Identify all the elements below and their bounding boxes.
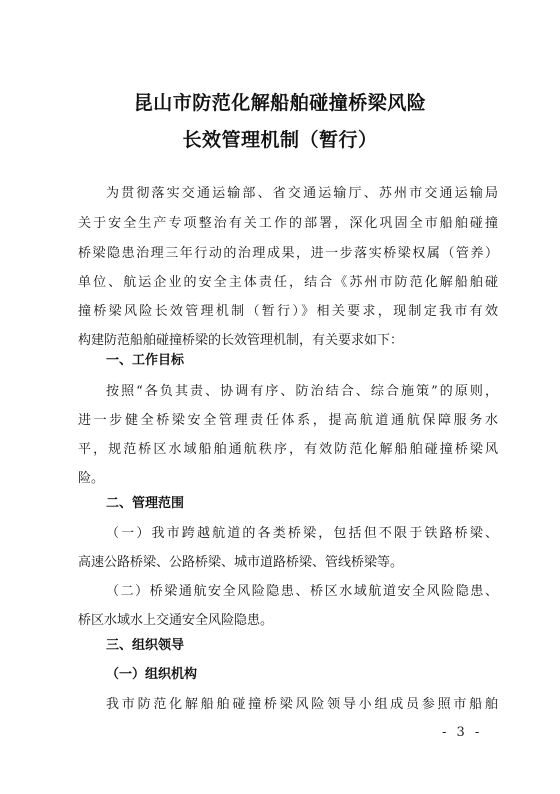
document-title-line-2: 长效管理机制（暂行）: [182, 129, 378, 151]
section-heading-goals: 一、工作目标: [106, 353, 185, 368]
intro-line-1: 为贯彻落实交通运输部、省交通运输厅、苏州市交通运输局: [106, 186, 498, 201]
section1-line-4: 险。: [78, 471, 105, 486]
section2-line-1: （一）我市跨越航道的各类桥梁，包括但不限于铁路桥梁、: [106, 526, 498, 541]
section1-line-2: 进一步健全桥梁安全管理责任体系，提高航道通航保障服务水: [78, 413, 498, 428]
document-title-line-1: 昆山市防范化解船舶碰撞桥梁风险: [133, 92, 427, 114]
intro-line-2: 关于安全生产专项整治有关工作的部署，深化巩固全市船舶碰撞: [78, 216, 498, 231]
section1-line-3: 平，规范桥区水域船舶通航秩序，有效防范化解船舶碰撞桥梁风: [78, 442, 498, 457]
section-heading-scope: 二、管理范围: [106, 496, 185, 511]
section2-line-2: 高速公路桥梁、公路桥梁、城市道路桥梁、管线桥梁等。: [78, 555, 404, 570]
intro-line-4: 单位、航运企业的安全主体责任，结合《苏州市防范化解船舶碰: [78, 275, 498, 290]
intro-line-6: 构建防范船舶碰撞桥梁的长效管理机制，有关要求如下：: [78, 333, 404, 348]
page-number: - 3 -: [442, 725, 483, 740]
intro-line-3: 桥梁隐患治理三年行动的治理成果，进一步落实桥梁权属（管养）: [78, 246, 498, 261]
section-heading-leadership: 三、组织领导: [106, 638, 185, 653]
section2-line-4: 桥区水域水上交通安全风险隐患。: [78, 613, 274, 628]
section3-line-1: 我市防范化解船舶碰撞桥梁风险领导小组成员参照市船舶: [106, 697, 498, 712]
section1-line-1: 按照“各负其责、协调有序、防治结合、综合施策”的原则，: [106, 384, 498, 399]
subsection-heading-organization: （一）组织机构: [106, 667, 198, 682]
section2-line-3: （二）桥梁通航安全风险隐患、桥区水域航道安全风险隐患、: [106, 584, 498, 599]
intro-line-5: 撞桥梁风险长效管理机制（暂行）》相关要求，现制定我市有效: [78, 304, 498, 319]
